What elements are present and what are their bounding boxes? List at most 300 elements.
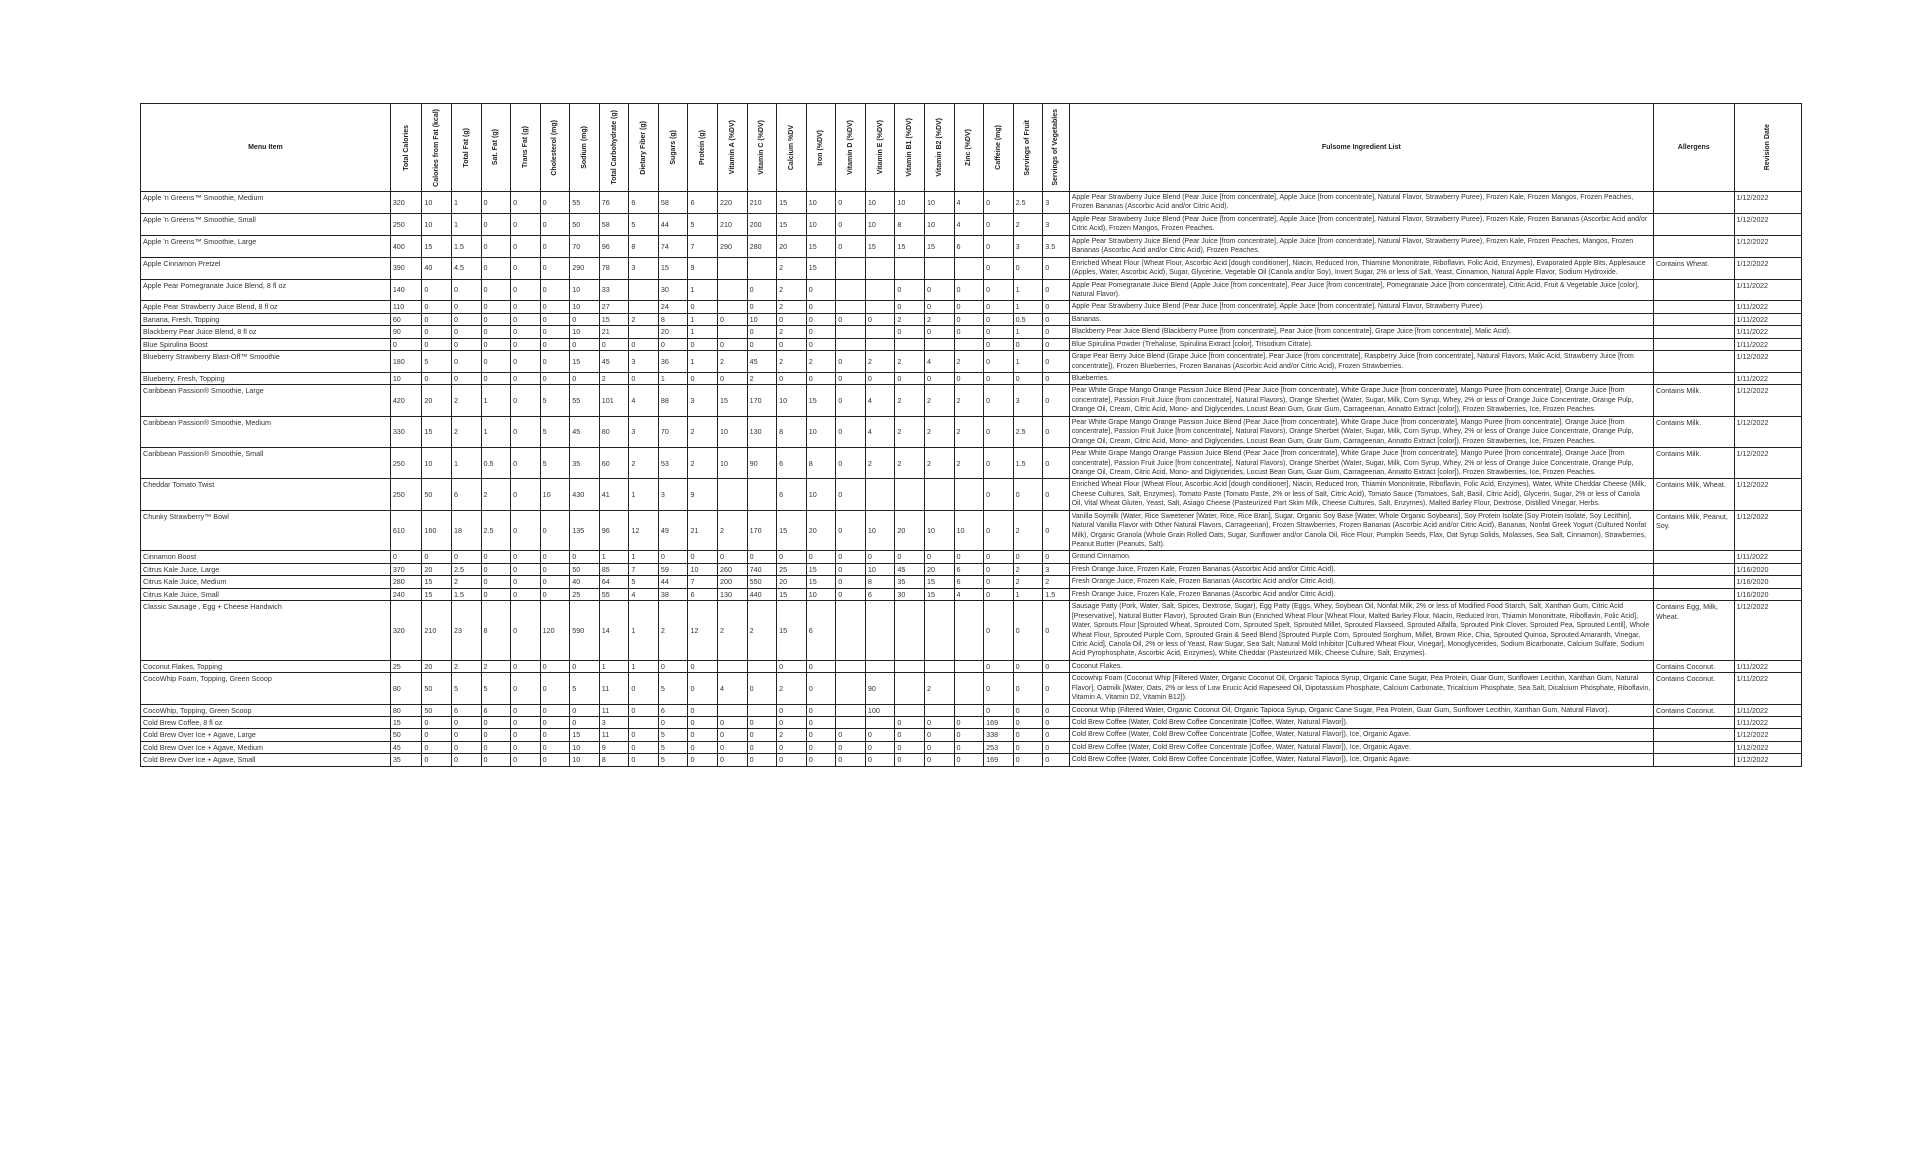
nutrient-value: 0 (954, 301, 984, 313)
nutrient-value: 35 (570, 448, 600, 479)
nutrient-value: 0 (806, 313, 836, 325)
nutrient-value: 0 (836, 741, 866, 753)
revision-date-cell: 1/12/2022 (1734, 754, 1801, 766)
nutrient-value: 0 (451, 551, 481, 563)
allergens-cell (1653, 192, 1734, 214)
nutrient-value: 36 (658, 351, 688, 373)
nutrient-value: 0 (688, 754, 718, 766)
nutrient-value: 5 (422, 351, 452, 373)
ingredient-list-cell: Apple Pear Strawberry Juice Blend (Pear Juice [from concentrate], Apple Juice [from concentrate], Natural Flavor, Strawberry Puree), Frozen Kale, Frozen Peaches, Mangos, Frozen Bananas (Ascorbic Acid and/or Citric Acid), Frozen Peaches. (1069, 235, 1653, 257)
table-row (141, 326, 1802, 338)
table-row (141, 385, 1802, 416)
nutrient-value: 58 (658, 192, 688, 214)
nutrient-value: 550 (747, 576, 777, 588)
nutrient-value: 10 (570, 326, 600, 338)
nutrient-value (865, 257, 895, 279)
nutrient-value: 3 (629, 351, 659, 373)
nutrient-value: 0 (451, 313, 481, 325)
allergens-cell: Contains Coconut. (1653, 704, 1734, 716)
ingredient-list-cell: Fresh Orange Juice, Frozen Kale, Frozen Bananas (Ascorbic Acid and/or Citric Acid). (1069, 588, 1653, 600)
nutrient-value: 0 (540, 704, 570, 716)
menu-item-cell: Blueberry, Fresh, Topping (141, 373, 391, 385)
nutrient-value: 0 (481, 338, 511, 350)
nutrient-value: 0 (658, 338, 688, 350)
allergens-cell: Contains Egg, Milk, Wheat. (1653, 601, 1734, 661)
header-row (141, 104, 1802, 192)
nutrient-value: 12 (688, 601, 718, 661)
menu-item-cell: CocoWhip Foam, Topping, Green Scoop (141, 673, 391, 704)
ingredient-list-cell: Cocowhip Foam (Coconut Whip [Filtered Water, Organic Coconut Oil, Organic Tapioca Syrup, Organic Cane Sugar, Pea Protein, Guar Gum, Sunflower Lecithin, Xanthan Gum, Natural Flavor], Oatmilk [Water, Oats, 2% or less of Low Erucic Acid Rapeseed Oil, Dipotassium Phosphate, Calcium Carbonate, Tricalcium Phosphate, Sea Salt, Dicalcium Phosphate, Riboflavin, Vitamin A, Vitamin D2, Vitamin B12]). (1069, 673, 1653, 704)
allergens-cell (1653, 717, 1734, 729)
nutrient-value: 2 (747, 601, 777, 661)
nutrient-value: 2 (924, 673, 954, 704)
revision-date-cell: 1/11/2022 (1734, 301, 1801, 313)
revision-date-cell: 1/12/2022 (1734, 448, 1801, 479)
nutrient-value: 10 (540, 479, 570, 510)
nutrient-value: 10 (806, 479, 836, 510)
table-row (141, 235, 1802, 257)
table-row (141, 257, 1802, 279)
nutrient-value: 1 (1013, 588, 1043, 600)
nutrient-value (954, 660, 984, 672)
nutrient-value: 0 (540, 551, 570, 563)
nutrient-value (924, 601, 954, 661)
allergens-cell: Contains Wheat. (1653, 257, 1734, 279)
nutrient-value: 0 (895, 754, 925, 766)
table-row (141, 373, 1802, 385)
nutrient-value (954, 601, 984, 661)
nutrient-value (718, 660, 748, 672)
nutrient-value: 40 (570, 576, 600, 588)
nutrient-value (629, 301, 659, 313)
nutrient-value: 0 (1013, 717, 1043, 729)
nutrient-value: 0 (511, 510, 541, 551)
table-body (141, 192, 1802, 767)
nutrient-value: 2 (954, 351, 984, 373)
revision-date-cell: 1/12/2022 (1734, 741, 1801, 753)
revision-date-cell: 1/11/2022 (1734, 660, 1801, 672)
nutrient-value: 210 (747, 192, 777, 214)
nutrient-value: 2 (688, 416, 718, 447)
nutrient-value: 10 (806, 588, 836, 600)
nutrient-value: 0 (540, 510, 570, 551)
nutrient-value: 0 (836, 385, 866, 416)
header-nutrient-label: Vitamin B1 (%DV) (906, 118, 914, 177)
menu-item-cell: Banana, Fresh, Topping (141, 313, 391, 325)
nutrient-value: 90 (747, 448, 777, 479)
nutrient-value: 0 (806, 279, 836, 301)
header-nutrient-label: Protein (g) (699, 130, 707, 165)
nutrient-value (865, 717, 895, 729)
nutrient-value: 0 (511, 326, 541, 338)
nutrient-value: 0 (836, 235, 866, 257)
nutrient-value (718, 479, 748, 510)
nutrient-value: 0 (777, 551, 807, 563)
nutrient-value (924, 660, 954, 672)
nutrient-value: 15 (806, 257, 836, 279)
nutrient-value: 45 (747, 351, 777, 373)
nutrient-value: 0 (836, 213, 866, 235)
nutrient-value (895, 704, 925, 716)
nutrient-value: 0 (511, 301, 541, 313)
nutrient-value: 7 (629, 563, 659, 575)
nutrient-value: 0 (629, 338, 659, 350)
nutrient-value: 2 (924, 448, 954, 479)
nutrient-value: 0 (451, 279, 481, 301)
nutrient-value: 0 (540, 588, 570, 600)
nutrient-value: 0 (777, 704, 807, 716)
nutrient-value: 0 (924, 301, 954, 313)
nutrient-value: 70 (570, 235, 600, 257)
nutrient-value: 2.5 (1013, 192, 1043, 214)
nutrient-value (836, 326, 866, 338)
nutrient-value (954, 257, 984, 279)
nutrient-value: 10 (895, 192, 925, 214)
header-nutrient-label: Trans Fat (g) (521, 126, 529, 169)
nutrient-value: 0 (629, 729, 659, 741)
nutrient-value: 11 (599, 729, 629, 741)
ingredient-list-cell: Blackberry Pear Juice Blend (Blackberry Puree [from concentrate], Pear Juice [from concentrate], Grape Juice [from concentrate], Malic Acid). (1069, 326, 1653, 338)
nutrient-value: 338 (984, 729, 1014, 741)
nutrient-value: 170 (747, 385, 777, 416)
nutrient-value: 0 (865, 551, 895, 563)
nutrient-value: 0 (422, 326, 452, 338)
header-nutrient-label: Total Fat (g) (462, 127, 470, 168)
allergens-cell: Contains Milk, Peanut, Soy. (1653, 510, 1734, 551)
revision-date-cell: 1/12/2022 (1734, 351, 1801, 373)
nutrient-value: 6 (954, 235, 984, 257)
table-row (141, 213, 1802, 235)
revision-date-cell: 1/12/2022 (1734, 416, 1801, 447)
nutrient-value: 0 (390, 551, 422, 563)
nutrient-value: 250 (390, 213, 422, 235)
header-nutrient (984, 104, 1014, 192)
nutrient-value: 1 (688, 326, 718, 338)
nutrient-value: 0 (836, 563, 866, 575)
nutrient-value: 0 (895, 741, 925, 753)
nutrient-value: 15 (777, 588, 807, 600)
nutrient-value: 24 (658, 301, 688, 313)
nutrient-value: 0 (806, 660, 836, 672)
nutrient-value: 0 (422, 551, 452, 563)
nutrient-value: 5 (658, 754, 688, 766)
nutrient-value: 10 (924, 192, 954, 214)
nutrient-value: 0 (1043, 257, 1070, 279)
nutrient-value: 0 (718, 729, 748, 741)
header-nutrient-label: Calcium %DV (787, 124, 795, 171)
nutrient-value: 1 (1013, 326, 1043, 338)
nutrient-value: 0 (1013, 729, 1043, 741)
nutrient-value: 0 (747, 338, 777, 350)
revision-date-cell: 1/12/2022 (1734, 510, 1801, 551)
nutrient-value: 0 (1043, 351, 1070, 373)
nutrient-value: 0 (777, 313, 807, 325)
nutrient-value: 10 (718, 416, 748, 447)
nutrient-value (718, 257, 748, 279)
nutrient-value: 2 (451, 660, 481, 672)
nutrient-value: 50 (422, 704, 452, 716)
nutrient-value: 10 (924, 510, 954, 551)
header-nutrient (599, 104, 629, 192)
nutrient-value: 0 (806, 373, 836, 385)
nutrient-value: 0 (984, 385, 1014, 416)
nutrient-value: 0 (481, 741, 511, 753)
nutrient-value: 0 (806, 704, 836, 716)
nutrient-value: 0 (481, 301, 511, 313)
nutrient-value: 0 (688, 717, 718, 729)
nutrient-value (718, 279, 748, 301)
nutrient-value: 0 (806, 741, 836, 753)
nutrient-value: 74 (658, 235, 688, 257)
nutrient-value: 0 (777, 373, 807, 385)
nutrient-value: 0 (895, 551, 925, 563)
nutrient-value: 2 (599, 373, 629, 385)
nutrient-value: 0 (688, 551, 718, 563)
nutrient-value: 0 (688, 301, 718, 313)
menu-item-cell: Apple Pear Strawberry Juice Blend, 8 fl oz (141, 301, 391, 313)
nutrient-value: 0 (954, 741, 984, 753)
nutrient-value: 0 (511, 385, 541, 416)
nutrient-value: 15 (718, 385, 748, 416)
nutrient-value: 180 (390, 351, 422, 373)
nutrient-value: 0 (511, 576, 541, 588)
nutrient-value: 0 (895, 717, 925, 729)
nutrient-value: 0 (1043, 601, 1070, 661)
header-allergens: Allergens (1653, 104, 1734, 192)
nutrient-value: 80 (390, 704, 422, 716)
nutrient-value: 0 (540, 257, 570, 279)
nutrient-value: 0 (718, 338, 748, 350)
nutrient-value (836, 717, 866, 729)
nutrient-value: 0 (570, 660, 600, 672)
header-nutrient (688, 104, 718, 192)
nutrient-value: 15 (777, 601, 807, 661)
nutrient-value: 76 (599, 192, 629, 214)
nutrient-value: 50 (570, 563, 600, 575)
revision-date-cell: 1/11/2022 (1734, 717, 1801, 729)
nutrient-value: 0 (422, 279, 452, 301)
nutrient-value: 0 (629, 754, 659, 766)
nutrient-value: 0 (924, 717, 954, 729)
nutrient-value (895, 257, 925, 279)
nutrient-value (836, 660, 866, 672)
nutrient-value: 2 (865, 351, 895, 373)
nutrient-value: 430 (570, 479, 600, 510)
nutrient-value: 1 (658, 373, 688, 385)
nutrient-value: 0 (954, 279, 984, 301)
nutrient-value: 2 (481, 479, 511, 510)
menu-item-cell: Blue Spirulina Boost (141, 338, 391, 350)
nutrient-value: 41 (599, 479, 629, 510)
nutrient-value: 15 (806, 385, 836, 416)
nutrient-value: 15 (422, 588, 452, 600)
header-nutrient (422, 104, 452, 192)
nutrient-value: 6 (865, 588, 895, 600)
nutrient-value (629, 279, 659, 301)
nutrient-value: 2 (451, 385, 481, 416)
nutrient-value: 740 (747, 563, 777, 575)
nutrient-value: 1 (599, 660, 629, 672)
table-row (141, 673, 1802, 704)
ingredient-list-cell: Pear White Grape Mango Orange Passion Juice Blend (Pear Juice [from concentrate], White Grape Juice [from concentrate], Mango Puree [from concentrate], Orange Juice [from concentrate], Passion Fruit Juice [from concentrate], Natural Flavors), Orange Sherbet (Water, Sugar, Milk, Corn Syrup, Whey, 2% or less of Orange Juice Concentrate, Orange Pulp, Orange Oil, Cream, Citric Acid, Mono- and Diglycerides, Locust Bean Gum, Guar Gum, Carrageenan, Annatto Extract [color]), Frozen Strawberries, Ice, Frozen Peaches. (1069, 448, 1653, 479)
nutrient-value: 30 (895, 588, 925, 600)
table-row (141, 416, 1802, 447)
nutrient-value (895, 601, 925, 661)
nutrient-value: 0 (984, 510, 1014, 551)
nutrient-value: 0 (511, 257, 541, 279)
nutrient-value: 4 (865, 416, 895, 447)
nutrient-value: 0 (540, 213, 570, 235)
header-menu-item: Menu Item (141, 104, 391, 192)
nutrient-value: 0 (511, 279, 541, 301)
nutrient-value: 0 (481, 279, 511, 301)
nutrient-value: 1 (1013, 351, 1043, 373)
nutrient-value: 0 (481, 313, 511, 325)
menu-item-cell: Apple Pear Pomegranate Juice Blend, 8 fl oz (141, 279, 391, 301)
nutrient-value: 330 (390, 416, 422, 447)
nutrient-value: 15 (924, 576, 954, 588)
allergens-cell (1653, 301, 1734, 313)
nutrient-value: 2 (777, 279, 807, 301)
nutrient-value: 15 (422, 416, 452, 447)
nutrient-value: 9 (688, 257, 718, 279)
nutrient-value: 0 (984, 673, 1014, 704)
nutrient-value: 0 (1013, 741, 1043, 753)
allergens-cell: Contains Milk. (1653, 416, 1734, 447)
nutrient-value (718, 301, 748, 313)
nutrient-value: 0 (422, 338, 452, 350)
nutrient-value: 0 (1043, 510, 1070, 551)
revision-date-cell: 1/12/2022 (1734, 479, 1801, 510)
nutrient-value (718, 326, 748, 338)
header-nutrient-label: Total Calories (402, 124, 410, 171)
nutrient-value: 0 (806, 754, 836, 766)
ingredient-list-cell: Apple Pear Strawberry Juice Blend (Pear Juice [from concentrate], Apple Juice [from concentrate], Natural Flavor, Strawberry Puree). (1069, 301, 1653, 313)
header-nutrient (451, 104, 481, 192)
nutrition-table (140, 103, 1802, 767)
nutrient-value: 0 (451, 338, 481, 350)
nutrient-value: 0 (540, 235, 570, 257)
nutrient-value: 169 (984, 754, 1014, 766)
allergens-cell (1653, 313, 1734, 325)
nutrient-value: 1.5 (1013, 448, 1043, 479)
nutrient-value: 0 (984, 313, 1014, 325)
nutrient-value: 5 (451, 673, 481, 704)
nutrient-value: 2 (954, 385, 984, 416)
nutrient-value: 290 (570, 257, 600, 279)
nutrient-value: 0 (451, 326, 481, 338)
menu-item-cell: Chunky Strawberry™ Bowl (141, 510, 391, 551)
nutrient-value: 0 (895, 301, 925, 313)
nutrient-value: 0 (1043, 313, 1070, 325)
revision-date-cell: 1/12/2022 (1734, 601, 1801, 661)
nutrient-value: 0 (511, 660, 541, 672)
nutrient-value: 0 (954, 313, 984, 325)
nutrient-value: 2 (718, 601, 748, 661)
allergens-cell (1653, 235, 1734, 257)
nutrient-value: 3 (1013, 385, 1043, 416)
nutrient-value (836, 704, 866, 716)
nutrient-value: 15 (806, 576, 836, 588)
nutrient-value: 45 (570, 416, 600, 447)
nutrient-value (924, 338, 954, 350)
table-row (141, 313, 1802, 325)
nutrient-value (895, 479, 925, 510)
header-nutrient (1013, 104, 1043, 192)
nutrient-value: 20 (806, 510, 836, 551)
nutrient-value: 0 (865, 741, 895, 753)
nutrient-value: 78 (599, 257, 629, 279)
nutrient-value: 0 (984, 601, 1014, 661)
nutrient-value: 2 (895, 313, 925, 325)
nutrient-value: 58 (599, 213, 629, 235)
nutrient-value: 6 (806, 601, 836, 661)
nutrient-value: 0 (1043, 279, 1070, 301)
revision-date-cell: 1/11/2022 (1734, 373, 1801, 385)
nutrient-value: 0 (806, 717, 836, 729)
nutrient-value: 2 (954, 416, 984, 447)
nutrient-value: 0 (895, 729, 925, 741)
nutrient-value: 160 (422, 510, 452, 551)
nutrient-value (836, 279, 866, 301)
nutrient-value: 0 (954, 326, 984, 338)
nutrient-value: 0 (984, 704, 1014, 716)
nutrient-value: 0.5 (1013, 313, 1043, 325)
nutrient-value: 130 (747, 416, 777, 447)
nutrient-value: 0 (511, 479, 541, 510)
nutrient-value: 1 (481, 385, 511, 416)
revision-date-cell: 1/16/2020 (1734, 588, 1801, 600)
nutrient-value: 0 (1043, 673, 1070, 704)
nutrient-value: 1 (451, 192, 481, 214)
header-nutrient-label: Vitamin D (%DV) (847, 120, 855, 175)
allergens-cell: Contains Milk, Wheat. (1653, 479, 1734, 510)
nutrient-value: 15 (658, 257, 688, 279)
nutrient-value: 0 (481, 729, 511, 741)
nutrient-value: 2 (777, 326, 807, 338)
nutrient-value: 0 (540, 279, 570, 301)
nutrient-value: 3 (1043, 213, 1070, 235)
nutrient-value: 2 (688, 448, 718, 479)
menu-item-cell: Caribbean Passion® Smoothie, Small (141, 448, 391, 479)
allergens-cell (1653, 338, 1734, 350)
header-nutrient (481, 104, 511, 192)
nutrient-value: 44 (658, 213, 688, 235)
nutrient-value: 0 (451, 717, 481, 729)
table-row (141, 717, 1802, 729)
nutrient-value: 0 (1013, 479, 1043, 510)
table-row (141, 351, 1802, 373)
nutrient-value: 0 (511, 729, 541, 741)
nutrient-value: 5 (629, 213, 659, 235)
header-nutrient (718, 104, 748, 192)
nutrient-value: 250 (390, 479, 422, 510)
nutrient-value: 0 (688, 660, 718, 672)
nutrient-value: 6 (481, 704, 511, 716)
nutrient-value: 0 (718, 741, 748, 753)
nutrient-value: 0 (777, 660, 807, 672)
header-nutrient-label: Calories from Fat (kcal) (433, 108, 441, 187)
nutrient-value: 3 (1043, 192, 1070, 214)
nutrient-value: 10 (422, 448, 452, 479)
ingredient-list-cell: Enriched Wheat Flour (Wheat Flour, Ascorbic Acid [dough conditioner], Niacin, Reduced Iron, Thiamine Mononitrate, Riboflavin, Folic Acid, Enzymes), Evaporated Apple Bits, Applesauce (Apples, Water, Ascorbic Acid), Sugar, Glycerine, Vegetable Oil (Canola and/or Soy), Invert Sugar, 2% or less of Salt, Yeast, Cinnamon, Natural Apple Flavor, Sodium Hydroxide. (1069, 257, 1653, 279)
nutrient-value: 0 (954, 551, 984, 563)
nutrient-value (924, 479, 954, 510)
nutrient-value: 5 (688, 213, 718, 235)
nutrient-value: 0 (1043, 741, 1070, 753)
nutrient-value: 0 (481, 213, 511, 235)
nutrient-value: 6 (777, 448, 807, 479)
